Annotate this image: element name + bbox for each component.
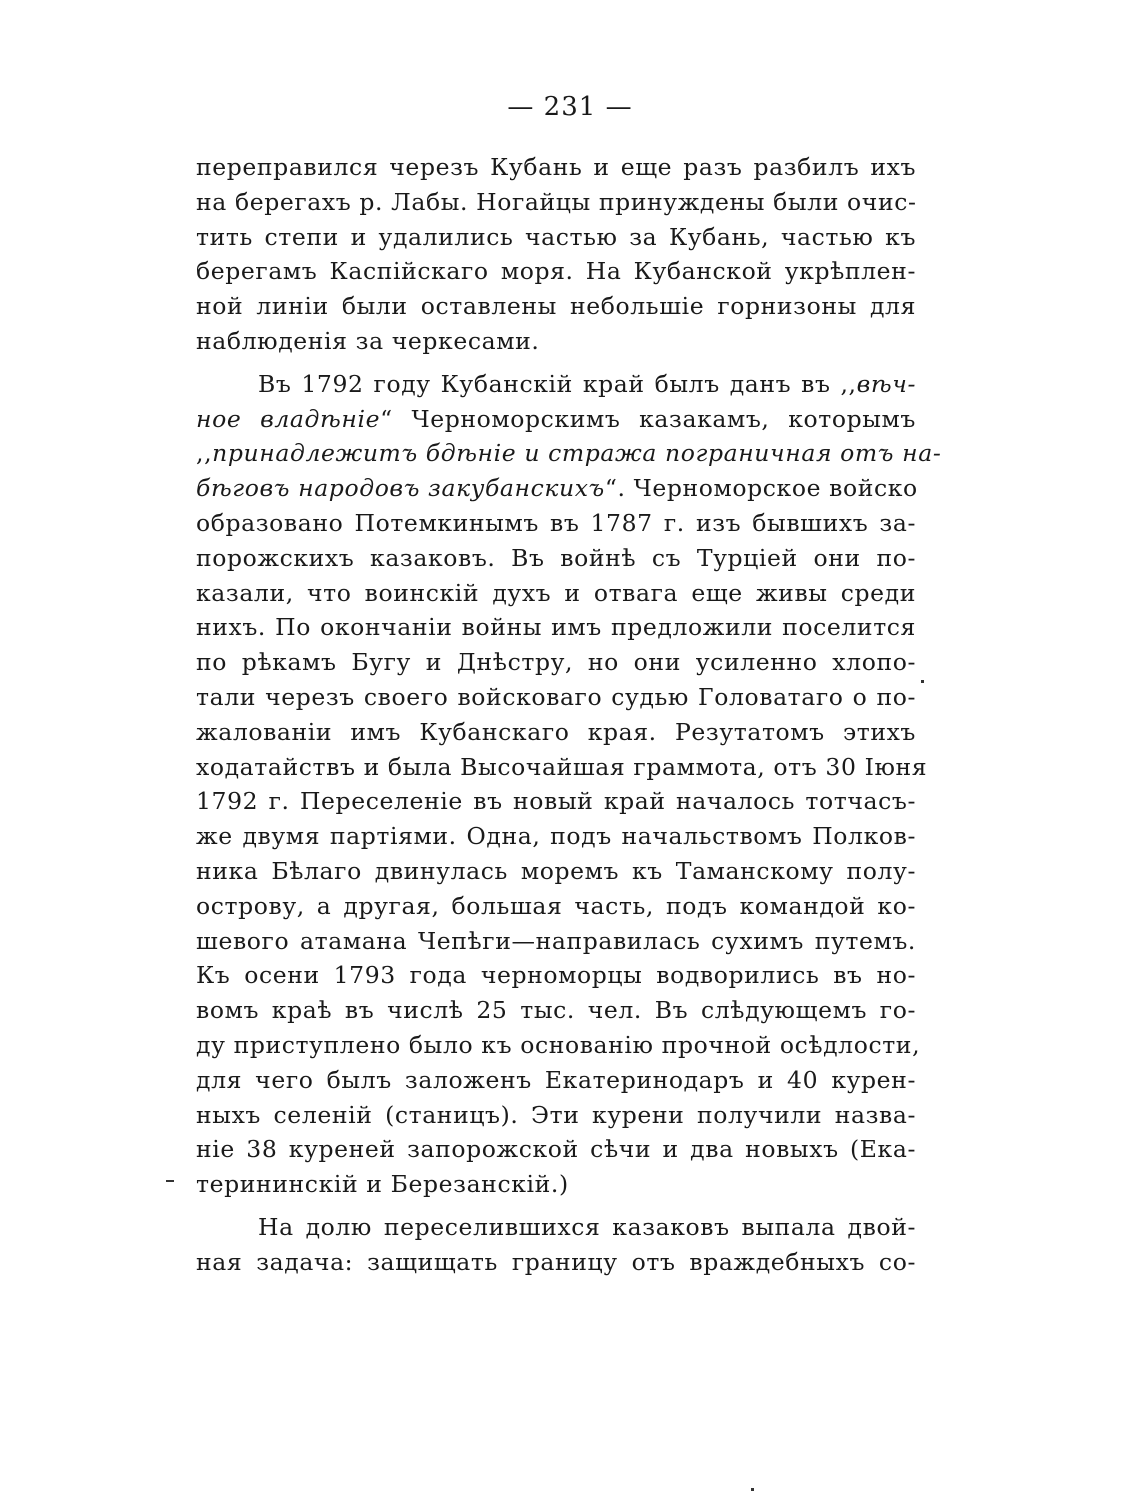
text-line: образовано Потемкинымъ въ 1787 г. изъ бывшихъ за-: [196, 508, 916, 537]
text-line: для чего былъ заложенъ Екатеринодаръ и 40 курен-: [196, 1065, 916, 1094]
text-line: [196, 436, 942, 471]
text-line: переправился черезъ Кубань и еще разъ разбилъ ихъ: [196, 153, 916, 181]
text-run: “. Черноморское войско: [604, 474, 918, 503]
text-line: Къ осени 1793 года черноморцы водворились въ но-: [196, 961, 916, 990]
text-line: ніе 38 куреней запорожской сѣчи и два новыхъ (Ека-: [196, 1135, 916, 1164]
text-line: ду приступлено было къ основанію прочной осѣдлости,: [196, 1030, 921, 1059]
text-line: тить степи и удалились частью за Кубань, частью къ: [196, 222, 916, 251]
text-line: ная задача: защищать границу отъ враждебныхъ со-: [196, 1247, 916, 1276]
text-line: нихъ. По окончаніи войны имъ предложили поселится: [196, 613, 916, 642]
text-line: [196, 367, 916, 402]
text-line: острову, а другая, большая часть, подъ командой ко-: [196, 891, 916, 920]
text-line: На долю переселившихся казаковъ выпала двой-: [258, 1212, 916, 1241]
text-line: жалованіи имъ Кубанскаго края. Резутатомъ этихъ: [196, 717, 916, 746]
text-line: порожскихъ казаковъ. Въ войнѣ съ Турціей они по-: [196, 543, 916, 572]
text-line: ходатайствъ и была Высочайшая граммота, отъ 30 Іюня: [196, 752, 928, 781]
text-run-italic: принадлежитъ бдѣніе и стража пограничная отъ на-: [212, 439, 942, 468]
text-run-italic: ное владѣніе: [196, 404, 381, 433]
text-line: же двумя партіями. Одна, подъ начальствомъ Полков-: [196, 822, 916, 851]
text-line: казали, что воинскій духъ и отвага еще живы среди: [196, 578, 916, 607]
text-line: тали черезъ своего войсковаго судью Головатаго о по-: [196, 682, 916, 711]
text-run: “ Черноморскимъ казакамъ, которымъ: [380, 404, 916, 433]
page-number: — 231 —: [507, 92, 633, 122]
text-line: наблюденія за черкесами.: [196, 326, 540, 355]
text-line: ной линіи были оставлены небольшіе горнизоны для: [196, 292, 916, 321]
scan-speck: [921, 680, 924, 683]
scan-speck: [166, 1180, 174, 1182]
text-line: [196, 471, 916, 506]
text-line: шевого атамана Чепѣги—направилась сухимъ путемъ.: [196, 926, 916, 955]
text-line: берегамъ Каспійскаго моря. На Кубанской укрѣплен-: [196, 257, 916, 286]
text-line: вомъ краѣ въ числѣ 25 тыс. чел. Въ слѣдующемъ го-: [196, 996, 916, 1025]
text-line: 1792 г. Переселеніе въ новый край началось тотчасъ-: [196, 787, 916, 816]
text-run-italic: бѣговъ народовъ закубанскихъ: [196, 474, 605, 503]
text-run: Въ 1792 году Кубанскій край былъ данъ въ ,,: [258, 369, 857, 398]
text-run-italic: вѣч-: [856, 369, 916, 398]
text-run: ,,: [196, 439, 213, 468]
text-line: [196, 402, 916, 437]
text-line: ника Бѣлаго двинулась моремъ къ Таманскому полу-: [196, 856, 916, 885]
text-line: по рѣкамъ Бугу и Днѣстру, но они усиленно хлопо-: [196, 648, 916, 677]
text-line: на берегахъ р. Лабы. Ногайцы принуждены были очис-: [196, 187, 917, 216]
text-line: ныхъ селеній (станицъ). Эти курени получили назва-: [196, 1100, 916, 1129]
text-line: терининскій и Березанскій.): [196, 1170, 569, 1199]
scan-speck: [751, 1488, 754, 1491]
body-text: [196, 150, 942, 1280]
